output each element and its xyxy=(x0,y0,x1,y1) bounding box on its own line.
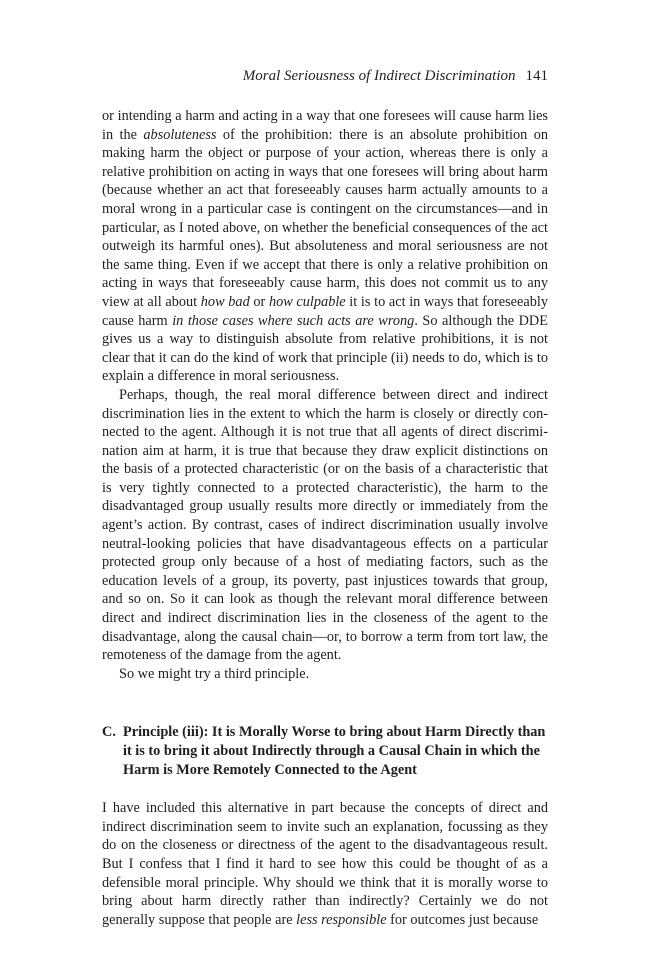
italic-run: less responsible xyxy=(296,911,387,928)
section-letter: C. xyxy=(102,724,116,741)
text-run: . So although the DDE gives us a way to distinguish absolute from relative prohibitions, it is not clear that it can do the kind of work that principle (ii) needs to do, which is to explain a difference in moral seriousness. xyxy=(102,312,548,385)
paragraph-1 xyxy=(102,107,548,386)
italic-run: in those cases where such acts are wrong xyxy=(172,312,415,329)
paragraph-3: So we might try a third principle. xyxy=(119,665,310,682)
paragraph-2: Perhaps, though, the real moral difference between direct and indirect discrimination lies in the extent to which the harm is closely or directly connected to the agent. Although it is not true that all agents of direct discrimination aim at harm, it is true that because they draw explicit distinctions on the basis of a protected characteristic (or on the basis of a characteristic that is very tightly connected to a protected characteristic), the harm to the disadvantaged group usually results more directly or immediately from the agent’s action. By contrast, cases of indirect discrimination usually involve neutral-looking policies that have disadvantageous effects on a particular protected group only because of a host of mediating factors, such as the education levels of a group, its poverty, past injustices towards that group, and so on. So it can look as though the relevant moral difference between direct and indirect discrimination lies in the closeness of the agent to the disadvantage, along the causal chain—or, to borrow a term from tort law, the remoteness of the damage from the agent. xyxy=(102,386,548,664)
page-number: 141 xyxy=(525,68,548,84)
italic-run: how culpable xyxy=(268,293,346,310)
italic-run: absoluteness xyxy=(143,126,217,143)
section-heading xyxy=(102,723,548,779)
running-header xyxy=(102,66,548,86)
section-title: Principle (iii): It is Morally Worse to bring about Harm Directly than it is to bring it about Indirectly through a Causal Chain in which the Harm is More Remotely Connected to the Agent xyxy=(123,724,546,778)
text-run: or intending a harm and acting in a way that one foresees will cause harm lies in the xyxy=(102,108,548,143)
text-run: or xyxy=(249,293,269,310)
text-run: I have included this alternative in part because the concepts of direct and indirect discrimination seem to invite such an explanation, focussing as they do on the closeness or directness of the agent to the disadvantageous result. But I confess that I find it hard to see how this could be thought of as a defensible moral principle. Why should we think that it is morally worse to bring about harm directly rather than indirectly? Certainly we do not generally suppose that people are xyxy=(102,800,548,928)
italic-run: how bad xyxy=(200,293,250,310)
text-run: of the prohibition: there is an absolute prohibition on making harm the object or purpose of your action, whereas there is only a relative prohibition on acting in ways that one foresees will bring about harm (because whether an act that foreseeably causes harm actually amounts to a moral wrong in a particular case is contingent on the circumstances—and in particular, as I noted above, on whether the beneficial consequences of the act outweigh its harmful ones). But absoluteness and moral seriousness are not the same thing. Even if we accept that there is only a relative prohibition on acting in ways that foreseeably cause harm, this does not commit us to any view at all about xyxy=(102,126,548,310)
paragraph-4 xyxy=(102,799,548,929)
text-run: for outcomes just because xyxy=(386,911,539,928)
running-title: Moral Seriousness of Indirect Discrimination xyxy=(242,68,516,84)
text-run: it is to act in ways that foreseeably cause harm xyxy=(102,293,548,329)
body-text xyxy=(102,107,548,929)
